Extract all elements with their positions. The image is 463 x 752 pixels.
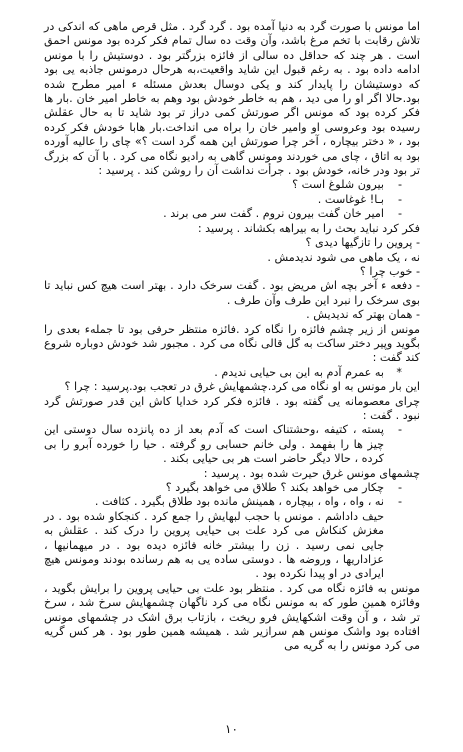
paragraph: چشمهای مونس غرق حیرت شده بود . پرسید : — [203, 466, 420, 480]
dialogue-line: نه ، یک ماهی می شود ندیدمش . — [267, 250, 420, 264]
page-number: ١٠ — [225, 722, 238, 736]
paragraph: فکر کرد نباید بحث را به بیراهه بکشاند . پرسید : — [197, 221, 420, 235]
dialogue-line: - چکار می خواهد بکند ؟ طلاق می خواهد بگیرد ؟ — [44, 481, 420, 495]
paragraph: مونس از زیر چشم فائزه را نگاه کرد .فائزه منتظر حرفی بود تا جملهء بعدی را بگوید وپیر دختر ساکت به گل قالی نگاه می کرد . مجبور شد خودش دوباره شروع کند گفت : — [44, 322, 420, 365]
dialogue-line: - بـا! غوغاست . — [44, 193, 420, 207]
paragraph: اما مونس با صورت گرد به دنیا آمده بود . گرد گرد . مثل قرص ماهی که اندکی در تلاش رقابت با تخم مرغ باشد، وآن وقت ده سال تمام فکر کرده بود مونس احمق است . هر چند که حداقل ده سالی از فائزه بزرگتر بود . دوستیش را با مونس ادامه داده بود . به رغم قبول این شاید واقعیت،به هرحال درمونس جاذبه یی بود که دوستیشان را پایدار کند و یکی دوسال بعدش مسئله ء امیر مطرح شده بود.حالا اگر او را می دید ، هم به خاطر خودش بود وهم به خاطر امیر خان .بار ها فکر کرده بود که مونس اگر صورتش کمی دراز تر بود شاید تا به حال عقلش رسیده بود وعروسی او وامیر خان را براه می انداخت.بار هابا خودش فکر کرده بود ، « دختر بیچاره ، آخر چرا صورتش این همه گرد است ؟» چای را عالیه آورده بود به اتاق ، چای می خوردند ومونس گاهی به رادیو نگاه می کرد . با آن که بزرگ تر بود ودر خانه، خودش بود . جرأت نداشت آن را روشن کند . پرسید : — [44, 20, 420, 178]
dialogue-line: - بیرون شلوغ است ؟ — [44, 178, 420, 192]
body-text — [44, 20, 420, 654]
dialogue-line: - نه ، واه ، واه ، بیچاره ، همینش مانده بود طلاق بگیرد . کثافت . — [44, 495, 420, 509]
dialogue-line: - همان بهتر که ندیدیش . — [306, 308, 420, 322]
dialogue-line: - امیر خان گفت بیرون نروم . گفت سر می برند . — [44, 207, 420, 221]
dialogue-line: - پروین را تازگیها دیدی ؟ — [305, 236, 420, 250]
paragraph: این بار مونس به او نگاه می کرد.چشمهایش غرق در تعجب بود.پرسید : چرا ؟ — [64, 380, 420, 394]
paragraph: حیف داداشم . مونس با حجب لبهایش را جمع کرد . کنجکاو شده بود . در مغزش کنکاش می کرد علت بی حیایی پروین را درک کند . عقلش به جایی نمی رسید . زن را بیشتر خانه فائزه دیده بود . در میهمانیها ، عزاداریها ، وروضه ها . دوستی ساده یی به هم رسانده بودند ومونس هیچ ایرادی در او پیدا نکرده بود . — [44, 509, 384, 581]
dialogue-line: * به عمرم آدم به این بی حیایی ندیدم . — [44, 366, 420, 380]
paragraph: مونس به فائزه نگاه می کرد . منتظر بود علت بی حیایی پروین را برایش بگوید ، وفائزه همین طور که به مونس نگاه می کرد ناگهان چشمهایش سرخ شد ، سرخ تر شد ، و آن وقت اشکهایش فرو ریخت ، بازتاب برق اشک در چشمهای مونس افتاده بود واشک مونس هم سرازیر شد . همیشه همین طور بود . هر کس گریه می کرد مونس را به گریه می — [44, 581, 420, 653]
paragraph: چرای معصومانه یی گفته بود . فائزه فکر کرد خدایا کاش این قدر صورتش گرد نبود . گفت : — [44, 394, 420, 422]
dialogue-line: - خوب چرا ؟ — [359, 264, 420, 278]
dialogue-line: - دفعه ء آخر بچه اش مریض بود . گفت سرخک دارد . بهتر است هیچ کس نباید تا بوی سرخک را نبرد این طرف وآن طرف . — [44, 279, 420, 307]
dialogue-line: - پسته ، کتیفه ،وحشتناک است که آدم بعد از ده پانزده سال دوستی این چیز ها را بفهمد . ولی خانم حسابی رو گرفته . حیا را خورده آبرو را بی کرده ، حالا دیگر حاضر است هر بی حیایی بکند . — [44, 423, 420, 466]
